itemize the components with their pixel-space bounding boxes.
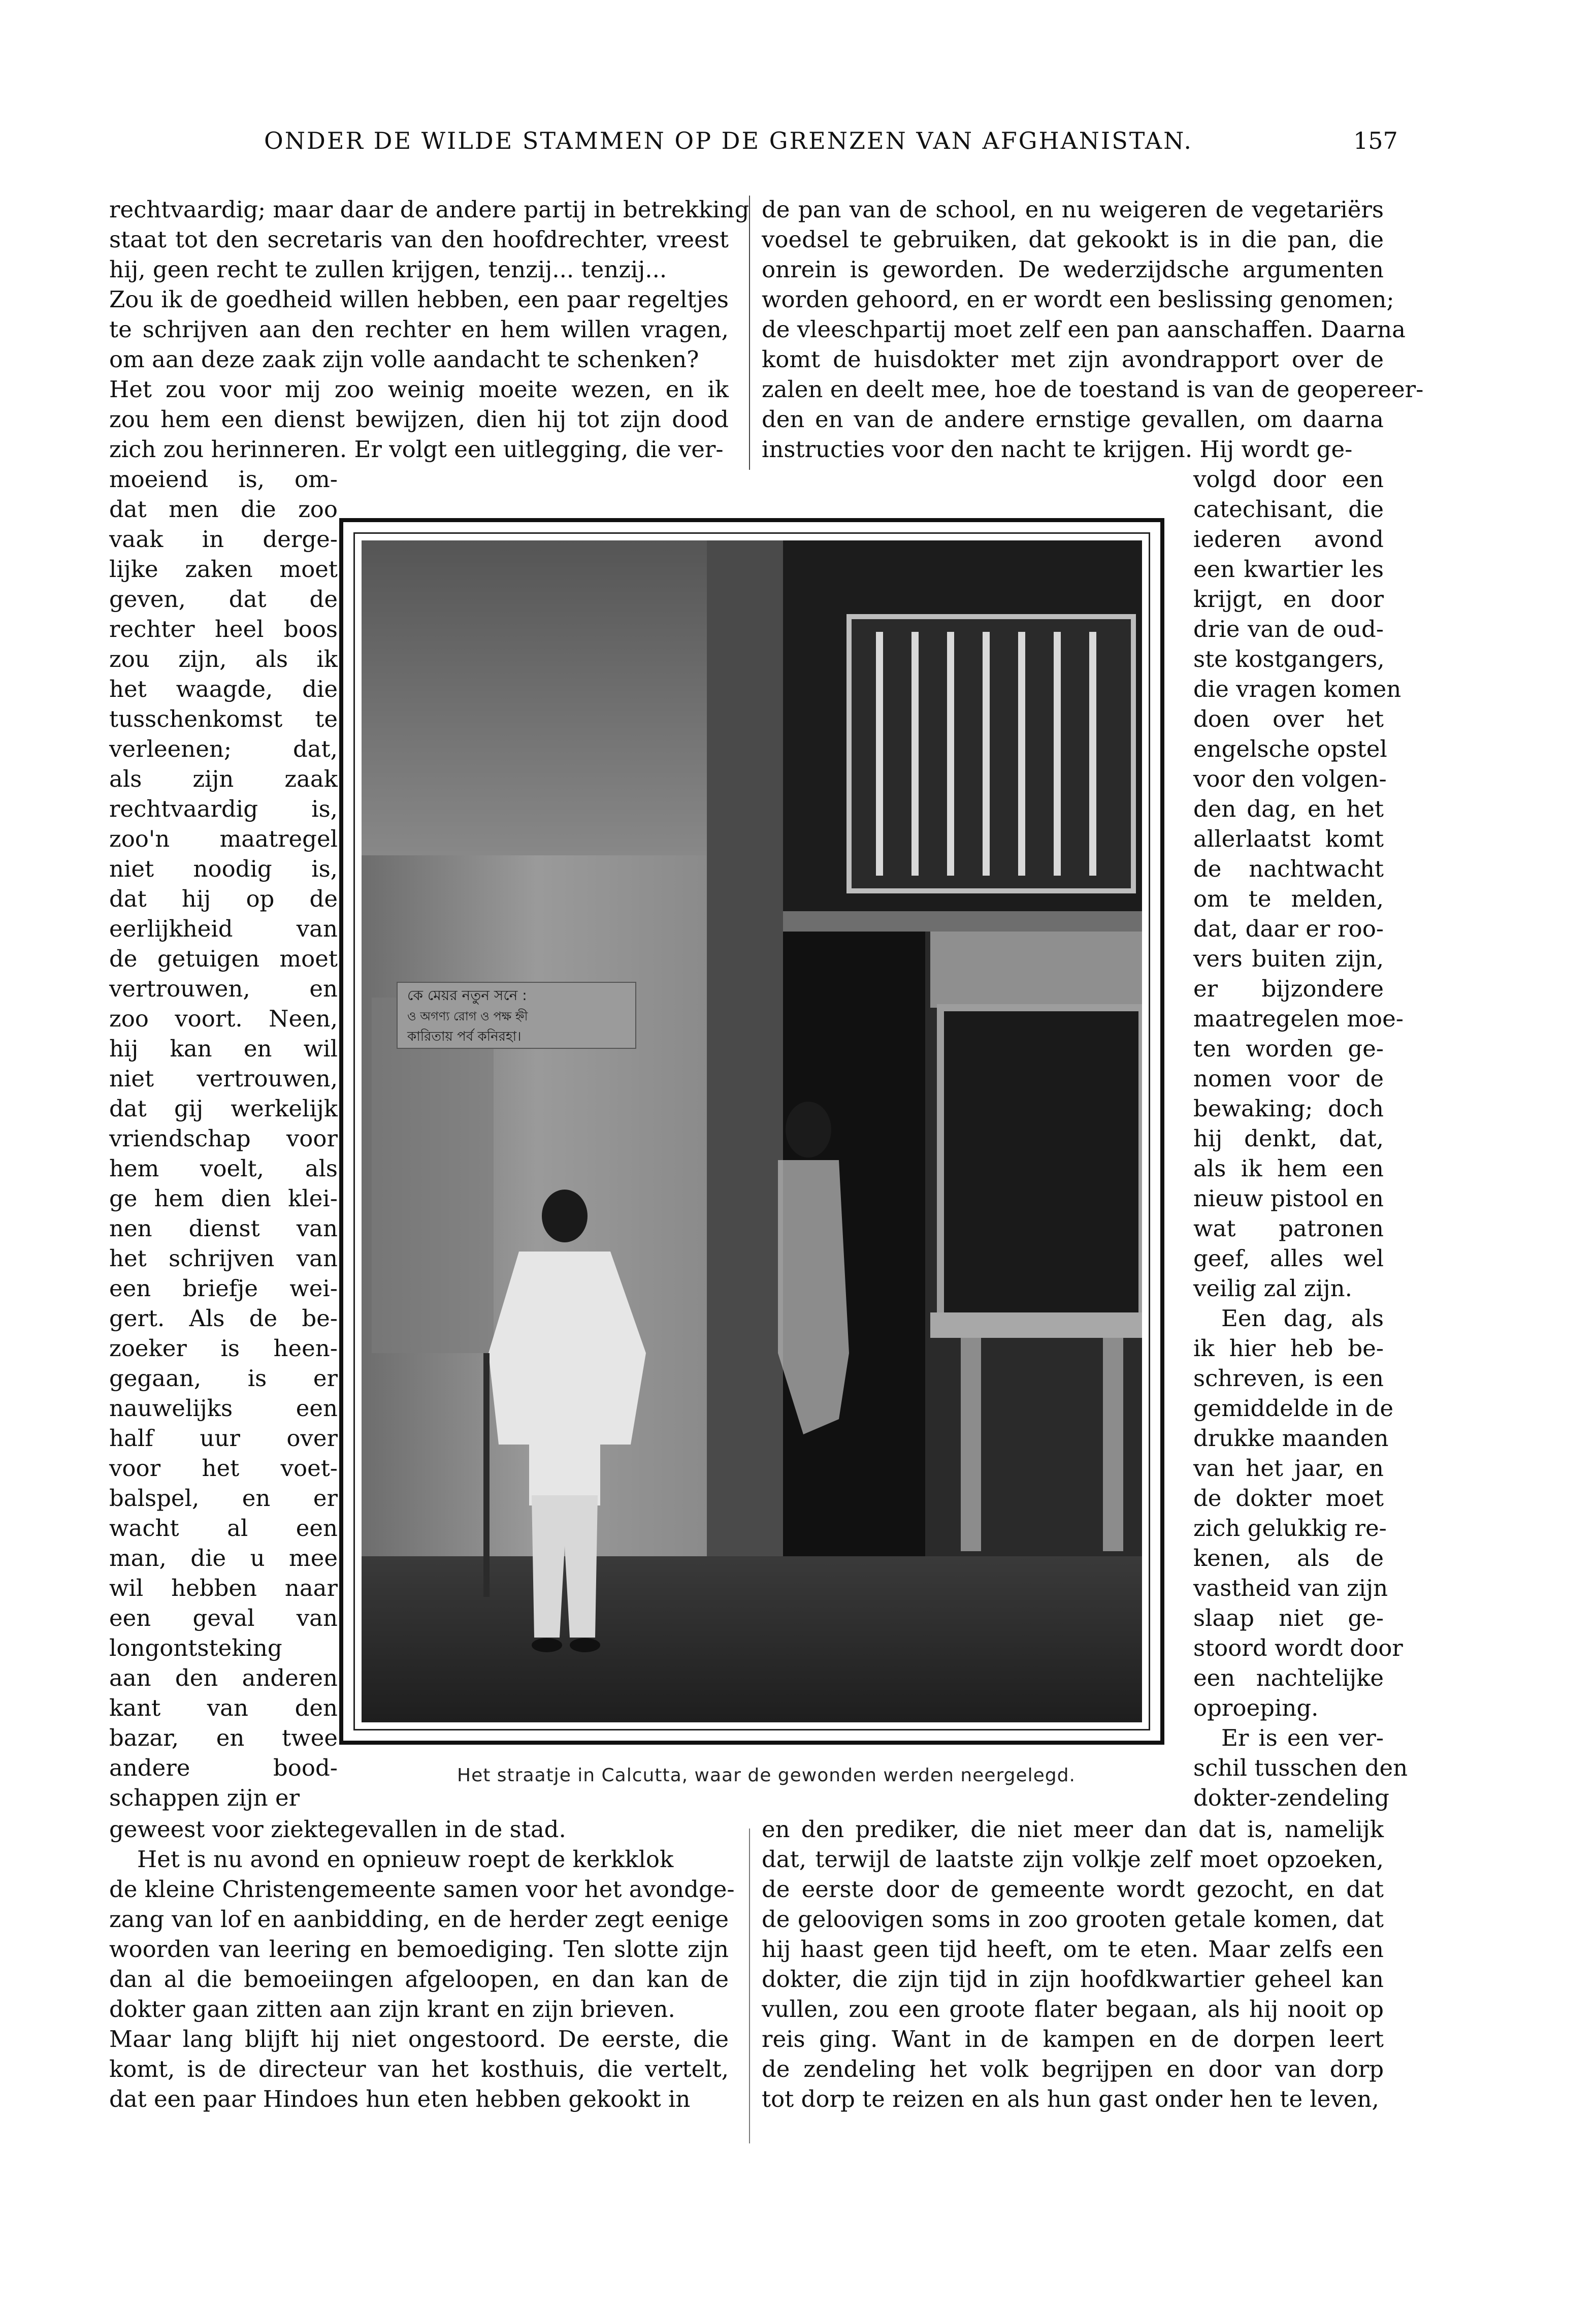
text-line: schil tusschen den	[1193, 1754, 1408, 1781]
wall-sign-line-3: কারিতায় পর্ব কনিরহা।	[407, 1029, 522, 1044]
text-line: een nachtelijke	[1193, 1664, 1384, 1691]
right-column-top	[762, 195, 1424, 464]
text-line: het waagde, die	[109, 676, 338, 702]
text-line: zalen en deelt mee, hoe de toestand is van de geopereer-	[762, 376, 1424, 403]
text-line: veilig zal zijn.	[1193, 1275, 1352, 1302]
right-column-bottom	[762, 1814, 1384, 2114]
text-line: de pan van de school, en nu weigeren de vegetariërs	[762, 196, 1384, 223]
text-line: man, die u mee	[109, 1545, 338, 1572]
text-line: hem voelt, als	[109, 1155, 338, 1182]
photo-frame	[339, 518, 1164, 1745]
text-line: volgd door een	[1193, 466, 1384, 493]
text-line: niet vertrouwen,	[109, 1065, 338, 1092]
text-line: vriendschap voor	[109, 1125, 338, 1152]
text-line: dokter-zendeling	[1193, 1784, 1389, 1811]
text-line: rechtvaardig is,	[109, 795, 338, 822]
text-line: krijgt, en door	[1193, 586, 1384, 613]
text-line: voor het voet-	[109, 1455, 338, 1482]
right-column-narrow	[1193, 464, 1408, 1813]
background-figure-head	[786, 1102, 831, 1158]
text-line: hij denkt, dat,	[1193, 1125, 1384, 1152]
text-line: de zendeling het volk begrijpen en door van dorp	[762, 2056, 1384, 2082]
text-line: geweest voor ziektegevallen in de stad.	[109, 1816, 566, 1843]
text-line: nauwelijks een	[109, 1395, 338, 1422]
text-line: een geval van	[109, 1605, 338, 1631]
text-line: dat hij op de	[109, 885, 338, 912]
text-line: niet noodig is,	[109, 855, 338, 882]
text-line: voedsel te gebruiken, dat gekookt is in die pan, die	[762, 226, 1384, 253]
text-line: zou hem een dienst bewijzen, dien hij tot zijn dood	[109, 406, 729, 433]
text-line: ik hier heb be-	[1193, 1335, 1384, 1362]
text-line: bewaking; doch	[1193, 1095, 1384, 1122]
text-line: den en van de andere ernstige gevallen, om daarna	[762, 406, 1384, 433]
column-rule-top	[749, 196, 750, 470]
text-line: wil hebben naar	[109, 1575, 338, 1601]
text-line: kenen, als de	[1193, 1545, 1384, 1572]
text-line: tot dorp te reizen en als hun gast onder hen te leven,	[762, 2086, 1379, 2112]
text-line: vullen, zou een groote flater begaan, als hij nooit op	[762, 1996, 1384, 2023]
text-line: aan den anderen	[109, 1664, 338, 1691]
text-line: vastheid van zijn	[1193, 1575, 1388, 1601]
text-line: die vragen komen	[1193, 676, 1402, 702]
text-line: om te melden,	[1193, 885, 1384, 912]
text-line: vertrouwen, en	[109, 975, 338, 1002]
text-line: oproeping.	[1193, 1694, 1319, 1721]
text-line: hij kan en wil	[109, 1035, 338, 1062]
text-line: zou zijn, als ik	[109, 646, 338, 672]
text-line: longontsteking	[109, 1634, 282, 1661]
text-line: iederen avond	[1193, 526, 1384, 553]
man-head	[542, 1190, 588, 1242]
text-line: dokter gaan zitten aan zijn krant en zijn brieven.	[109, 1996, 675, 2023]
cart-body	[940, 1008, 1142, 1323]
text-line: het schrijven van	[109, 1245, 338, 1272]
text-line: bazar, en twee	[109, 1724, 338, 1751]
left-column-narrow	[109, 464, 338, 1813]
text-line: dokter, die zijn tijd in zijn hoofdkwartier geheel kan	[762, 1966, 1384, 1993]
page-number: 157	[1353, 127, 1398, 154]
text-line: schreven, is een	[1193, 1365, 1384, 1392]
man-shoe-left	[532, 1638, 562, 1652]
text-line: een kwartier les	[1193, 556, 1384, 583]
text-line: de eerste door de gemeente wordt gezocht, en dat	[762, 1876, 1384, 1903]
text-line: dan al die bemoeiingen afgeloopen, en dan kan de	[109, 1966, 729, 1993]
text-line: dat, terwijl de laatste zijn volkje zelf moet opzoeken,	[762, 1846, 1384, 1873]
text-line: komt, is de directeur van het kosthuis, die vertelt,	[109, 2056, 729, 2082]
cart-roof	[930, 932, 1142, 1008]
text-line: gegaan, is er	[109, 1365, 338, 1392]
text-line: dat gij werkelijk	[109, 1095, 338, 1122]
text-line: vaak in derge-	[109, 526, 338, 553]
text-line: worden gehoord, en er wordt een beslissing genomen;	[762, 286, 1394, 313]
text-line: hij haast geen tijd heeft, om te eten. Maar zelfs een	[762, 1936, 1384, 1963]
text-line: eerlijkheid van	[109, 915, 338, 942]
wall-sign-line-1: কে মেয়র নতুন সনে :	[407, 987, 527, 1004]
cart-ledge	[930, 1312, 1142, 1338]
text-line: en den prediker, die niet meer dan dat is, namelijk	[762, 1816, 1384, 1843]
text-line: de geloovigen soms in zoo grooten getale komen, dat	[762, 1906, 1384, 1933]
text-line: zich gelukkig re-	[1193, 1515, 1387, 1542]
figure-caption: Het straatje in Calcutta, waar de gewonden werden neergelegd.	[457, 1765, 1076, 1786]
text-line: half uur over	[109, 1425, 338, 1452]
text-line: rechtvaardig; maar daar de andere partij in betrekking	[109, 196, 750, 223]
text-line: nen dienst van	[109, 1215, 338, 1242]
wall-sign-line-2: ও অগণ্য রোগ ও পক্ষ হ্নী	[407, 1009, 528, 1023]
ground	[362, 1556, 1142, 1722]
text-line: de vleeschpartij moet zelf een pan aanschaffen. Daarna	[762, 316, 1406, 343]
cart-leg-2	[1103, 1338, 1123, 1551]
text-line: drukke maanden	[1193, 1425, 1389, 1452]
text-line: Het zou voor mij zoo weinig moeite wezen, en ik	[109, 376, 729, 403]
man-shoe-right	[570, 1638, 600, 1652]
text-line: de getuigen moet	[109, 945, 338, 972]
window-bars	[880, 632, 1093, 876]
text-line: catechisant, die	[1193, 496, 1384, 523]
text-line: te schrijven aan den rechter en hem willen vragen,	[109, 316, 729, 343]
text-line: zoo voort. Neen,	[109, 1005, 338, 1032]
text-line: zich zou herinneren. Er volgt een uitlegging, die ver-	[109, 436, 724, 463]
text-line: gert. Als de be-	[109, 1305, 338, 1332]
text-line: ten worden ge-	[1193, 1035, 1384, 1062]
text-line: de nachtwacht	[1193, 855, 1384, 882]
left-wall-upper	[362, 540, 712, 855]
text-line: allerlaatst komt	[1193, 825, 1384, 852]
text-line: Er is een ver-	[1221, 1724, 1384, 1751]
text-line: slaap niet ge-	[1193, 1605, 1384, 1631]
text-line: hij, geen recht te zullen krijgen, tenzij... tenzij...	[109, 256, 667, 283]
text-line: instructies voor den nacht te krijgen. Hij wordt ge-	[762, 436, 1353, 463]
left-column-bottom	[109, 1814, 735, 2114]
text-line: Het is nu avond en opnieuw roept de kerkklok	[137, 1846, 674, 1873]
text-line: geef, alles wel	[1193, 1245, 1384, 1272]
text-line: lijke zaken moet	[109, 556, 338, 583]
text-line: engelsche opstel	[1193, 735, 1387, 762]
text-line: woorden van leering en bemoediging. Ten slotte zijn	[109, 1936, 729, 1963]
column-rule-bottom	[749, 1829, 750, 2143]
text-line: zoo'n maatregel	[109, 825, 338, 852]
text-line: reis ging. Want in de kampen en de dorpen leert	[762, 2026, 1384, 2053]
text-line: wat patronen	[1193, 1215, 1384, 1242]
text-line: als zijn zaak	[109, 765, 338, 792]
text-line: als ik hem een	[1193, 1155, 1384, 1182]
text-line: maatregelen moe-	[1193, 1005, 1404, 1032]
text-line: ste kostgangers,	[1193, 646, 1385, 672]
text-line: een briefje wei-	[109, 1275, 338, 1302]
text-line: dat een paar Hindoes hun eten hebben gekookt in	[109, 2086, 691, 2112]
text-line: dat, daar er roo-	[1193, 915, 1384, 942]
text-line: om aan deze zaak zijn volle aandacht te schenken?	[109, 346, 699, 373]
text-line: Zou ik de goedheid willen hebben, een paar regeltjes	[109, 286, 729, 313]
text-line: Maar lang blijft hij niet ongestoord. De eerste, die	[109, 2026, 729, 2053]
text-line: kant van den	[109, 1694, 338, 1721]
text-line: onrein is geworden. De wederzijdsche argumenten	[762, 256, 1384, 283]
text-line: stoord wordt door	[1193, 1634, 1403, 1661]
calcutta-alley-photo	[362, 540, 1142, 1722]
text-line: doen over het	[1193, 705, 1384, 732]
wall-edge	[707, 540, 783, 1556]
text-line: ge hem dien klei-	[109, 1185, 338, 1212]
text-line: verleenen; dat,	[109, 735, 338, 762]
text-line: dat men die zoo	[109, 496, 338, 523]
text-line: balspel, en er	[109, 1485, 338, 1512]
cart-leg	[961, 1338, 981, 1551]
text-line: den dag, en het	[1193, 795, 1384, 822]
text-line: voor den volgen-	[1193, 765, 1387, 792]
text-line: gemiddelde in de	[1193, 1395, 1393, 1422]
text-line: vers buiten zijn,	[1193, 945, 1384, 972]
text-line: er bijzondere	[1193, 975, 1384, 1002]
text-line: wacht al een	[109, 1515, 338, 1542]
left-column-top	[109, 195, 750, 464]
text-line: komt de huisdokter met zijn avondrapport over de	[762, 346, 1384, 373]
text-line: moeiend is, om-	[109, 466, 338, 493]
text-line: drie van de oud-	[1193, 616, 1384, 643]
page-header-title: ONDER DE WILDE STAMMEN OP DE GRENZEN VAN AFGHANISTAN.	[264, 127, 1193, 154]
wall-stain	[372, 998, 494, 1353]
text-line: Een dag, als	[1221, 1305, 1384, 1332]
text-line: zoeker is heen-	[109, 1335, 338, 1362]
text-line: tusschenkomst te	[109, 705, 338, 732]
text-line: zang van lof en aanbidding, en de herder zegt eenige	[109, 1906, 729, 1933]
text-line: de dokter moet	[1193, 1485, 1384, 1512]
text-line: van het jaar, en	[1193, 1455, 1384, 1482]
text-line: rechter heel boos	[109, 616, 338, 643]
text-line: andere bood-	[109, 1754, 338, 1781]
text-line: geven, dat de	[109, 586, 338, 613]
man-cane	[483, 1353, 490, 1597]
text-line: nieuw pistool en	[1193, 1185, 1384, 1212]
text-line: staat tot den secretaris van den hoofdrechter, vreest	[109, 226, 729, 253]
text-line: nomen voor de	[1193, 1065, 1384, 1092]
text-line: de kleine Christengemeente samen voor het avondge-	[109, 1876, 735, 1903]
balcony-beam	[783, 911, 1142, 932]
text-line: schappen zijn er	[109, 1784, 300, 1811]
